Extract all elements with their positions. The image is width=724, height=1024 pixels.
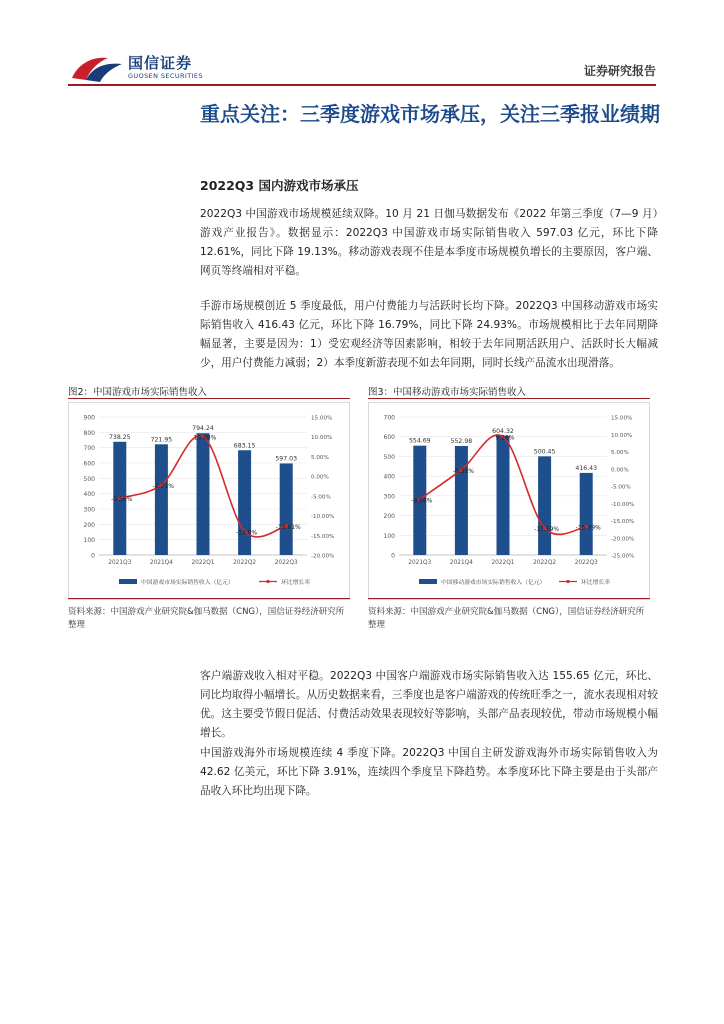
y2-tick-label: 10.00% [611, 432, 633, 439]
x-tick-label: 2022Q2 [533, 560, 557, 566]
figure-3-title: 图3：中国移动游戏市场实际销售收入 [368, 387, 527, 398]
bar-2021Q4 [455, 446, 468, 555]
logo-name-cn: 国信证券 [128, 54, 193, 72]
x-tick-label: 2022Q3 [574, 560, 598, 566]
growth-rate-label: -0.31% [452, 467, 475, 475]
y-tick-label: 200 [383, 513, 395, 521]
bar-value-label: 416.43 [575, 464, 598, 472]
y2-tick-label: 15.00% [611, 415, 633, 422]
bar-2022Q2 [538, 456, 551, 555]
y2-tick-label: 5.00% [311, 454, 329, 461]
figure-2-title: 图2：中国游戏市场实际销售收入 [68, 387, 208, 398]
figure-3-bottom-rule [368, 598, 650, 599]
y-tick-label: 100 [83, 537, 95, 545]
y-tick-label: 500 [383, 453, 395, 461]
growth-rate-label: -12.61% [275, 523, 301, 531]
bar-value-label: 683.15 [233, 442, 256, 450]
bar-value-label: 552.98 [450, 437, 473, 445]
x-tick-label: 2021Q3 [108, 560, 132, 566]
y-tick-label: 600 [383, 434, 395, 442]
bar-2022Q3 [280, 463, 293, 555]
bar-2022Q1 [197, 433, 210, 555]
legend-line-label: 环比增长率 [281, 580, 310, 586]
header-divider [68, 84, 656, 86]
chart-game-market-revenue [69, 403, 349, 599]
x-tick-label: 2022Q1 [491, 560, 515, 566]
logo-mark-icon [68, 50, 126, 84]
y-tick-label: 700 [83, 445, 95, 453]
y-tick-label: 300 [383, 493, 395, 501]
figure-2-source: 资料来源：中国游戏产业研究院&伽马数据（CNG），国信证券经济研究所整理 [68, 607, 345, 630]
bar-2022Q1 [497, 436, 510, 555]
growth-rate-label: -2.21% [152, 482, 175, 490]
figure-2-rule [68, 398, 350, 399]
x-tick-label: 2021Q4 [149, 560, 173, 566]
y2-tick-label: 0.00% [311, 474, 329, 481]
legend-bar-label: 中国游戏市场实际销售收入（亿元） [141, 580, 234, 586]
y-tick-label: 200 [83, 521, 95, 529]
y-tick-label: 900 [83, 414, 95, 422]
page-headline: 重点关注：三季度游戏市场承压，关注三季报业绩期 [200, 102, 660, 126]
y-tick-label: 700 [383, 414, 395, 422]
y2-tick-label: 15.00% [311, 415, 333, 422]
legend-bar-swatch [119, 579, 137, 584]
report-type-label: 证券研究报告 [583, 64, 656, 78]
growth-rate-label: -14.0% [235, 529, 258, 537]
paragraph-3: 客户端游戏收入相对平稳。2022Q3 中国客户端游戏市场实际销售收入达 155.65 亿元，环比、同比均取得小幅增长。从历史数据来看，三季度也是客户端游戏的传统旺季之一，流水表现相对较优。这主要受节假日促活、付费活动效果表现较好等影响，头部产品表现较优，带动市场规模小幅增长。 [200, 670, 658, 739]
y-tick-label: 400 [383, 473, 395, 481]
y2-tick-label: 10.00% [311, 435, 333, 442]
legend-bar-label: 中国移动游戏市场实际销售收入（亿元） [441, 580, 546, 586]
figure-3-source: 资料来源：中国游戏产业研究院&伽马数据（CNG），国信证券经济研究所整理 [368, 607, 645, 630]
figure-3-rule [368, 398, 650, 399]
y2-tick-label: -15.00% [311, 533, 335, 540]
chart-mobile-game-revenue [369, 403, 649, 599]
figure-3 [368, 384, 650, 632]
y2-tick-label: -10.00% [311, 514, 335, 521]
x-tick-label: 2022Q1 [191, 560, 215, 566]
legend-bar-swatch [419, 579, 437, 584]
y2-tick-label: -20.00% [311, 553, 335, 560]
figure-2-bottom-rule [68, 598, 350, 599]
y2-tick-label: 0.00% [611, 467, 629, 474]
figure-3-frame [368, 402, 650, 600]
paragraph-2: 手游市场规模创近 5 季度最低，用户付费能力与活跃时长均下降。2022Q3 中国移动游戏市场实际销售收入 416.43 亿元，环比下降 16.79%，同比下降 24.93%。市场规模相比于去年同期降幅显著，主要是因为：1）受宏观经济等因素影响，相较于去年同期活跃用户、活跃时长大幅减少，用户付费能力减弱；2）本季度新游表现不如去年同期，同时长线产品流水出现滑落。 [200, 300, 658, 369]
growth-rate-label: -16.79% [575, 524, 601, 532]
y2-tick-label: -10.00% [611, 501, 635, 508]
y2-tick-label: -25.00% [611, 553, 635, 560]
paragraph-4: 中国游戏海外市场规模连续 4 季度下降。2022Q3 中国自主研发游戏海外市场实际销售收入为 42.62 亿美元，环比下降 3.91%，连续四个季度呈下降趋势。本季度环比下降主要是由于头部产品收入环比均出现下降。 [200, 747, 658, 797]
growth-rate-label: -17.19% [534, 526, 560, 534]
bar-value-label: 794.24 [192, 425, 214, 433]
growth-rate-label: 9.28% [495, 434, 515, 442]
x-tick-label: 2021Q4 [449, 560, 473, 566]
y-tick-label: 500 [83, 475, 95, 483]
figure-2-frame [68, 402, 350, 600]
growth-rate-label: -5.56% [111, 496, 133, 504]
bar-value-label: 738.25 [108, 433, 131, 441]
bar-2022Q3 [580, 473, 593, 555]
y-tick-label: 0 [91, 552, 95, 560]
y-tick-label: 0 [391, 552, 395, 560]
bar-2021Q4 [155, 444, 168, 555]
y2-tick-label: -5.00% [311, 494, 331, 501]
bar-value-label: 554.69 [408, 437, 431, 445]
legend-line-marker [566, 580, 569, 583]
bar-2022Q2 [238, 450, 251, 555]
legend-line-label: 环比增长率 [581, 580, 610, 586]
bar-value-label: 500.45 [533, 448, 556, 456]
legend-line-marker [266, 580, 269, 583]
x-tick-label: 2022Q2 [233, 560, 257, 566]
y2-tick-label: -15.00% [611, 519, 635, 525]
y-tick-label: 800 [83, 429, 95, 437]
y-tick-label: 300 [83, 506, 95, 514]
figure-2 [68, 384, 350, 632]
bar-value-label: 597.03 [275, 455, 298, 463]
growth-rate-label: 10.08% [193, 434, 217, 442]
bar-value-label: 604.32 [492, 427, 514, 435]
y-tick-label: 100 [383, 532, 395, 540]
paragraph-1: 2022Q3 中国游戏市场规模延续双降。10 月 21 日伽马数据发布《2022 年第三季度（7—9 月）游戏产业报告》。数据显示：2022Q3 中国游戏市场实际销售收入 597.03 亿元，环比下降 12.61%，同比下降 19.13%。移动游戏表现不佳是本季度市场规模负增长的主要原因，客户端、网页等终端相对平稳。 [200, 208, 658, 277]
section-subhead: 2022Q3 国内游戏市场承压 [200, 178, 359, 193]
y-tick-label: 400 [83, 491, 95, 499]
logo-name-en: GUOSEN SECURITIES [128, 72, 203, 80]
x-tick-label: 2022Q3 [274, 560, 298, 566]
bar-value-label: 721.95 [150, 436, 173, 444]
growth-rate-label: -8.86% [411, 497, 433, 505]
y-tick-label: 600 [83, 460, 95, 468]
x-tick-label: 2021Q3 [408, 560, 432, 566]
y2-tick-label: -5.00% [611, 484, 631, 491]
brand-logo [68, 50, 208, 84]
y2-tick-label: 5.00% [611, 450, 629, 456]
y2-tick-label: -20.00% [611, 536, 635, 543]
